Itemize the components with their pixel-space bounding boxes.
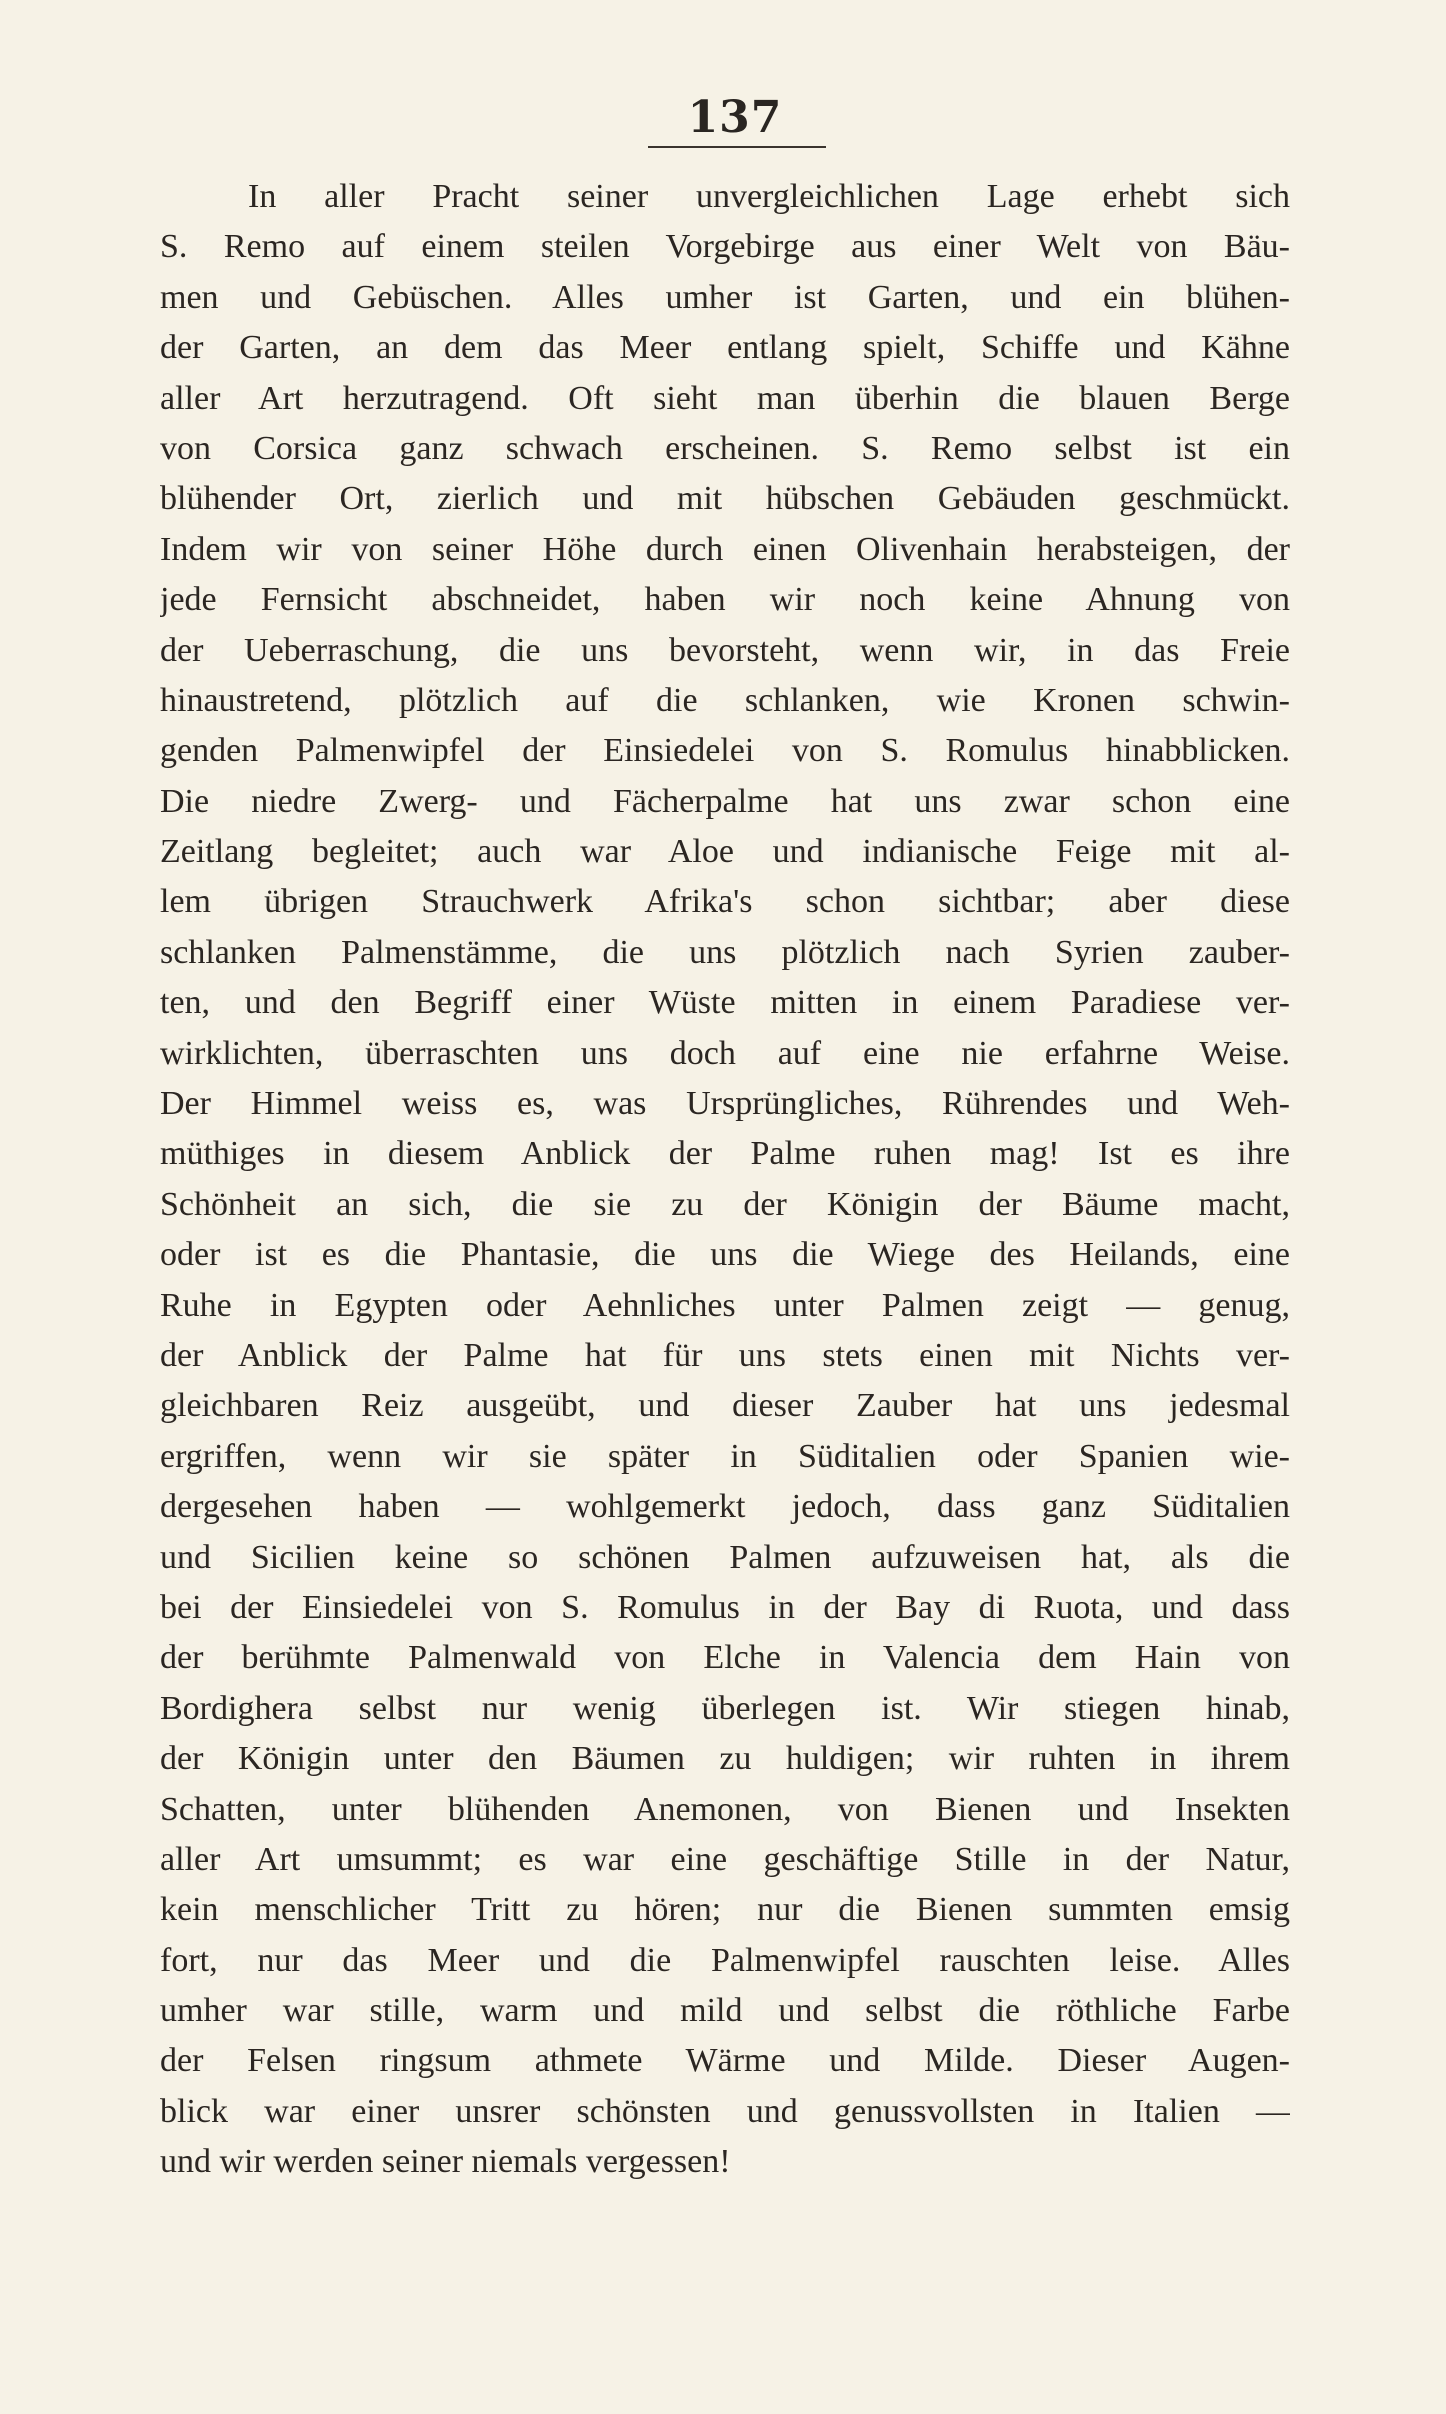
text-line: dergesehen haben — wohlgemerkt jedoch, dass ganz Süditalien <box>160 1488 1290 1526</box>
text-line: blühender Ort, zierlich und mit hübschen Gebäuden geschmückt. <box>160 480 1290 518</box>
text-line: Schatten, unter blühenden Anemonen, von Bienen und Insekten <box>160 1790 1290 1828</box>
text-line: der Garten, an dem das Meer entlang spielt, Schiffe und Kähne <box>160 329 1290 367</box>
text-line: der Königin unter den Bäumen zu huldigen; wir ruhten in ihrem <box>160 1740 1290 1778</box>
text-line: fort, nur das Meer und die Palmenwipfel rauschten leise. Alles <box>160 1941 1290 1979</box>
page-number-rule <box>648 146 826 148</box>
text-line: der Felsen ringsum athmete Wärme und Milde. Dieser Augen- <box>160 2042 1290 2080</box>
text-line: müthiges in diesem Anblick der Palme ruhen mag! Ist es ihre <box>160 1135 1290 1173</box>
text-line: Der Himmel weiss es, was Ursprüngliches, Rührendes und Weh- <box>160 1085 1290 1123</box>
text-line: men und Gebüschen. Alles umher ist Garten, und ein blühen- <box>160 278 1290 316</box>
text-line: aller Art umsummt; es war eine geschäftige Stille in der Natur, <box>160 1840 1290 1878</box>
text-line: Zeitlang begleitet; auch war Aloe und indianische Feige mit al- <box>160 833 1290 871</box>
text-line: Bordighera selbst nur wenig überlegen ist. Wir stiegen hinab, <box>160 1689 1290 1727</box>
text-line: wirklichten, überraschten uns doch auf eine nie erfahrne Weise. <box>160 1034 1290 1072</box>
text-line: jede Fernsicht abschneidet, haben wir noch keine Ahnung von <box>160 581 1290 619</box>
text-line: umher war stille, warm und mild und selbst die röthliche Farbe <box>160 1992 1290 2030</box>
text-line: Indem wir von seiner Höhe durch einen Olivenhain herabsteigen, der <box>160 530 1290 568</box>
page-number: 137 <box>687 92 783 143</box>
text-line: lem übrigen Strauchwerk Afrika's schon sichtbar; aber diese <box>160 883 1290 921</box>
text-line: und Sicilien keine so schönen Palmen aufzuweisen hat, als die <box>160 1538 1290 1576</box>
text-line: der berühmte Palmenwald von Elche in Valencia dem Hain von <box>160 1639 1290 1677</box>
text-line: S. Remo auf einem steilen Vorgebirge aus einer Welt von Bäu- <box>160 228 1290 266</box>
text-line: Die niedre Zwerg- und Fächerpalme hat uns zwar schon eine <box>160 782 1290 820</box>
text-line: blick war einer unsrer schönsten und genussvollsten in Italien — <box>160 2092 1290 2130</box>
text-line: ergriffen, wenn wir sie später in Süditalien oder Spanien wie- <box>160 1437 1290 1475</box>
text-line: ten, und den Begriff einer Wüste mitten in einem Paradiese ver- <box>160 984 1290 1022</box>
text-line: von Corsica ganz schwach erscheinen. S. Remo selbst ist ein <box>160 429 1290 467</box>
text-line: der Ueberraschung, die uns bevorsteht, wenn wir, in das Freie <box>160 631 1290 669</box>
text-line: hinaustretend, plötzlich auf die schlanken, wie Kronen schwin- <box>160 681 1290 719</box>
text-line: Ruhe in Egypten oder Aehnliches unter Palmen zeigt — genug, <box>160 1286 1290 1324</box>
text-line: oder ist es die Phantasie, die uns die Wiege des Heilands, eine <box>160 1236 1290 1274</box>
text-line: Schönheit an sich, die sie zu der Königin der Bäume macht, <box>160 1185 1290 1223</box>
text-line: aller Art herzutragend. Oft sieht man überhin die blauen Berge <box>160 379 1290 417</box>
text-line: kein menschlicher Tritt zu hören; nur die Bienen summten emsig <box>160 1891 1290 1929</box>
text-line: bei der Einsiedelei von S. Romulus in der Bay di Ruota, und dass <box>160 1588 1290 1626</box>
text-line: In aller Pracht seiner unvergleichlichen Lage erhebt sich <box>248 178 1290 215</box>
text-line: der Anblick der Palme hat für uns stets einen mit Nichts ver- <box>160 1336 1290 1374</box>
text-line: gleichbaren Reiz ausgeübt, und dieser Zauber hat uns jedesmal <box>160 1387 1290 1425</box>
text-line: genden Palmenwipfel der Einsiedelei von S. Romulus hinabblicken. <box>160 732 1290 770</box>
body-text <box>160 172 1290 2188</box>
text-line: schlanken Palmenstämme, die uns plötzlich nach Syrien zauber- <box>160 933 1290 971</box>
text-line: und wir werden seiner niemals vergessen! <box>160 2143 731 2181</box>
